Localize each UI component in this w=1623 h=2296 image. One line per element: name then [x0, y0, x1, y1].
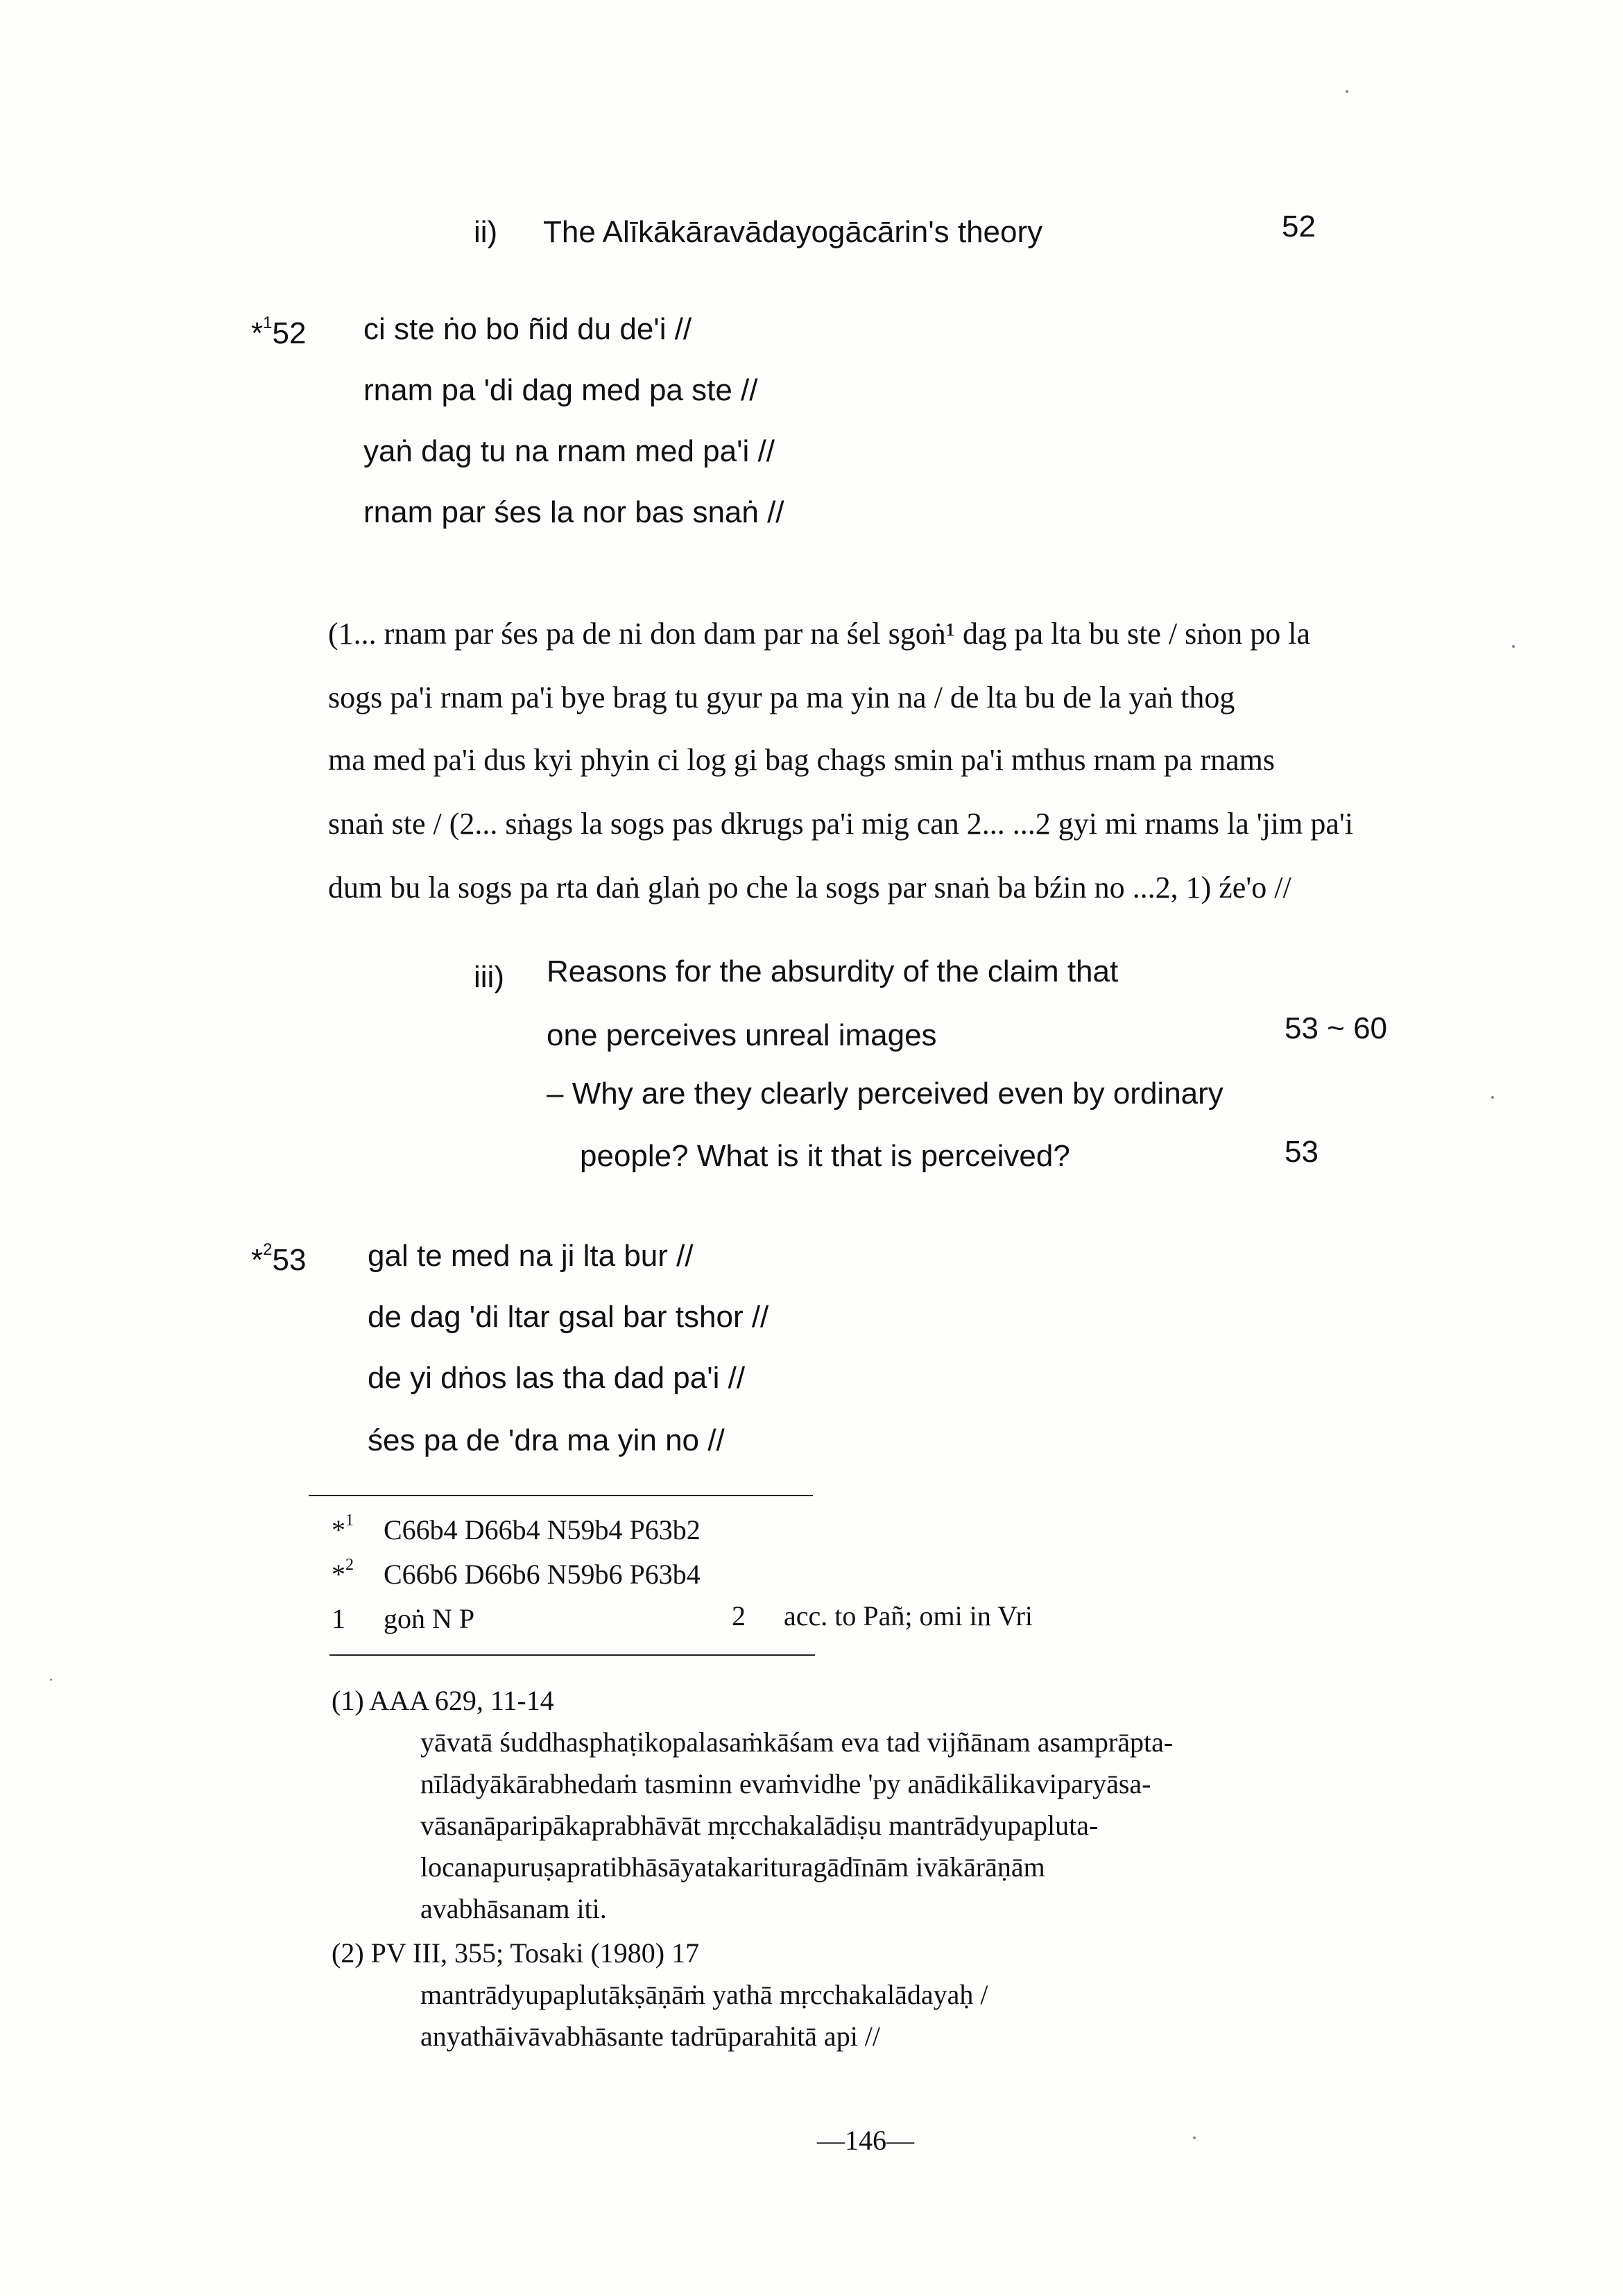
- verse-52-number: [251, 316, 306, 351]
- verse-52-line: rnam pa 'di dag med pa ste //: [363, 373, 758, 407]
- verse-53-line: de dag 'di ltar gsal bar tshor //: [368, 1300, 769, 1334]
- footnote-1-line: yāvatā śuddhasphaṭikopalasaṁkāśam eva tad vijñānam asamprāpta-: [420, 1727, 1174, 1758]
- apparatus-mark: *: [332, 1514, 345, 1545]
- apparatus-ref: [332, 1555, 354, 1591]
- footnote-1-line: locanapuruṣapratibhāsāyatakarituragādīnām ivākārāṇām: [420, 1851, 1045, 1883]
- subsection-number: iii): [474, 960, 504, 994]
- subsection-question: – Why are they clearly perceived even by ordinary: [547, 1077, 1223, 1111]
- apparatus-ref: [332, 1511, 354, 1546]
- verse-marker: *: [251, 316, 264, 350]
- section-title: The Alīkākāravādayogācārin's theory: [543, 215, 1043, 249]
- subsection-ref: 53: [1285, 1135, 1319, 1169]
- scan-speck: [1491, 1096, 1494, 1099]
- variant-number: 1: [332, 1603, 345, 1634]
- commentary-line: sogs pa'i rnam pa'i bye brag tu gyur pa ma yin na / de lta bu de la yaṅ thog: [328, 680, 1235, 714]
- apparatus-sigla: C66b6 D66b6 N59b6 P63b4: [384, 1559, 701, 1590]
- verse-number: 52: [272, 316, 307, 350]
- verse-53-number: [251, 1240, 307, 1278]
- scan-speck: [1512, 645, 1515, 648]
- footnote-2-line: mantrādyupaplutākṣāṇāṁ yathā mṛcchakalādayaḥ /: [420, 1979, 988, 2010]
- apparatus-rule-top: [309, 1495, 813, 1496]
- section-number: ii): [474, 215, 498, 249]
- variant-text: goṅ N P: [384, 1603, 475, 1634]
- verse-52-line: yaṅ dag tu na rnam med pa'i //: [363, 434, 775, 468]
- commentary-line: ma med pa'i dus kyi phyin ci log gi bag chags smin pa'i mthus rnam pa rnams: [328, 743, 1275, 777]
- verse-53-line: gal te med na ji lta bur //: [368, 1239, 694, 1273]
- apparatus-sup: 1: [345, 1511, 354, 1530]
- verse-52-line: ci ste ṅo bo ñid du de'i //: [363, 312, 692, 346]
- footnote-2-head: (2) PV III, 355; Tosaki (1980) 17: [332, 1937, 700, 1969]
- commentary-line: (1... rnam par śes pa de ni don dam par na śel sgoṅ¹ dag pa lta bu ste / sṅon po la: [328, 617, 1310, 651]
- verse-marker-sup: 2: [263, 1240, 273, 1260]
- footnote-1-line: vāsanāparipākaprabhāvāt mṛcchakalādiṣu mantrādyupapluta-: [420, 1810, 1099, 1841]
- apparatus-rule-bottom: [329, 1654, 815, 1656]
- variant-number: 2: [732, 1600, 746, 1631]
- footnote-1-head: (1) AAA 629, 11-14: [332, 1685, 554, 1716]
- subsection-range: 53 ~ 60: [1285, 1011, 1388, 1045]
- verse-53-line: de yi dṅos las tha dad pa'i //: [368, 1361, 746, 1395]
- apparatus-sup: 2: [345, 1555, 354, 1574]
- scan-speck: [1193, 2136, 1196, 2139]
- verse-52-line: rnam par śes la nor bas snaṅ //: [363, 495, 784, 529]
- apparatus-mark: *: [332, 1559, 345, 1590]
- verse-marker: *: [251, 1243, 264, 1277]
- verse-number: 53: [272, 1243, 307, 1277]
- footnote-1-line: avabhāsanam iti.: [420, 1893, 607, 1924]
- subsection-question: people? What is it that is perceived?: [580, 1139, 1070, 1173]
- commentary-line: dum bu la sogs pa rta daṅ glaṅ po che la sogs par snaṅ ba bźin no ...2, 1) źe'o //: [328, 871, 1291, 905]
- page-number: —146—: [817, 2125, 914, 2156]
- scan-speck: [1346, 90, 1348, 93]
- verse-marker-sup: 1: [263, 314, 273, 333]
- subsection-title: one perceives unreal images: [547, 1018, 937, 1052]
- section-verse-ref: 52: [1282, 209, 1316, 243]
- commentary-line: snaṅ ste / (2... sṅags la sogs pas dkrugs pa'i mig can 2... ...2 gyi mi rnams la 'jim pa'i: [328, 807, 1354, 841]
- subsection-title: Reasons for the absurdity of the claim that: [547, 954, 1119, 988]
- footnote-2-line: anyathāivāvabhāsante tadrūparahitā api //: [420, 2021, 881, 2052]
- footnote-1-line: nīlādyākārabhedaṁ tasminn evaṁvidhe 'py anādikālikaviparyāsa-: [420, 1768, 1151, 1799]
- scan-speck: [50, 1679, 52, 1681]
- variant-text: acc. to Pañ; omi in Vri: [784, 1600, 1033, 1631]
- verse-53-line: śes pa de 'dra ma yin no //: [368, 1423, 725, 1457]
- apparatus-sigla: C66b4 D66b4 N59b4 P63b2: [384, 1514, 701, 1545]
